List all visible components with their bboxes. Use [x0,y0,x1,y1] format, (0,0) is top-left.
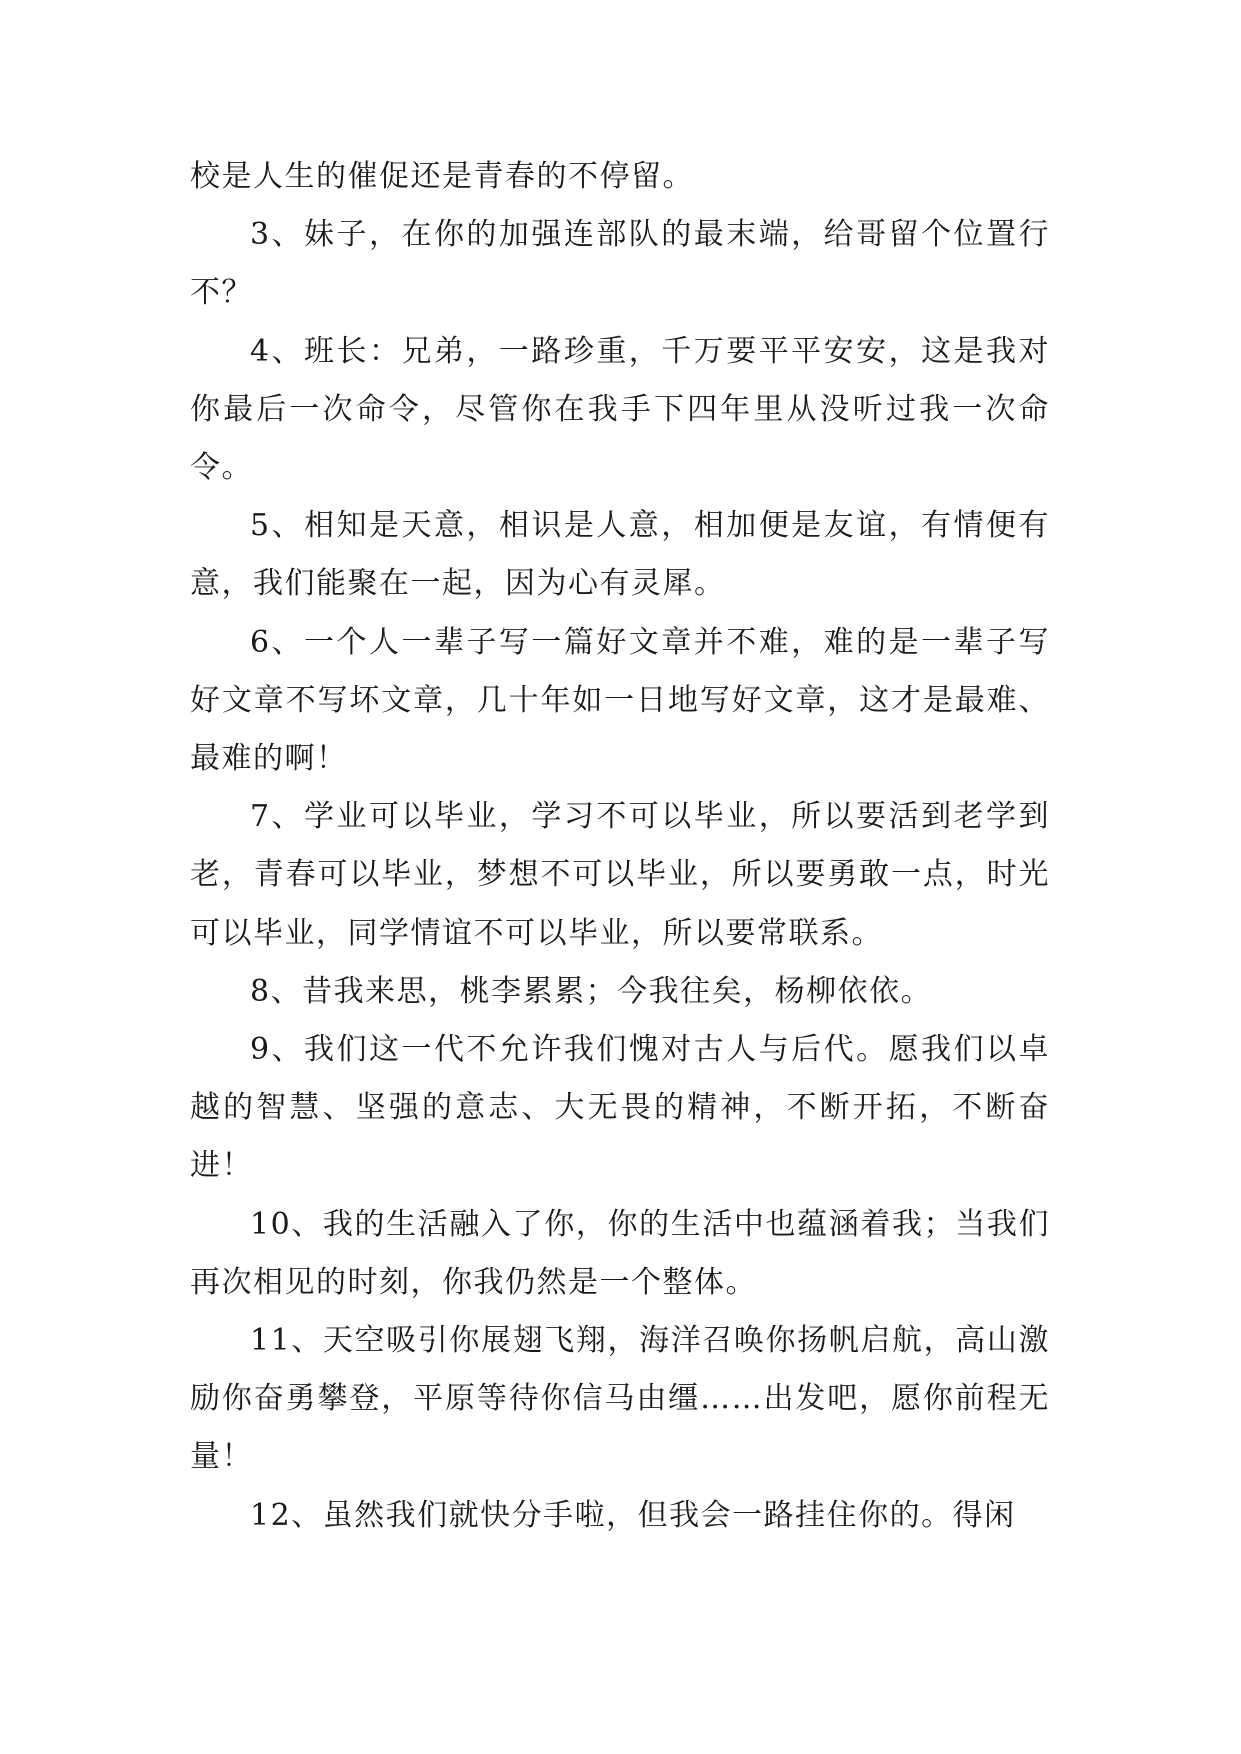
paragraph-item-3: 3、妹子，在你的加强连部队的最末端，给哥留个位置行不？ [190,217,1050,311]
paragraph-item-9: 9、我们这一代不允许我们愧对古人与后代。愿我们以卓越的智慧、坚强的意志、大无畏的精神，不断开拓，不断奋进！ [190,1032,1050,1184]
paragraph-item-12: 12、虽然我们就快分手啦，但我会一路挂住你的。得闲 [250,1497,1016,1533]
paragraph-continued: 校是人生的催促还是青春的不停留。 [190,159,694,194]
paragraph-item-4: 4、班长：兄弟，一路珍重，千万要平平安安，这是我对你最后一次命令，尽管你在我手下四年里从没听过我一次命令。 [190,333,1050,486]
paragraph-item-7: 7、学业可以毕业，学习不可以毕业，所以要活到老学到老，青春可以毕业，梦想不可以毕业，所以要勇敢一点，时光可以毕业，同学情谊不可以毕业，所以要常联系。 [190,799,1050,951]
document-body [190,148,1050,1545]
paragraph-item-11: 11、天空吸引你展翅飞翔，海洋召唤你扬帆启航，高山激励你奋勇攀登，平原等待你信马由缰……出发吧，愿你前程无量！ [190,1323,1050,1475]
paragraph-item-5: 5、相知是天意，相识是人意，相加便是友谊，有情便有意，我们能聚在一起，因为心有灵犀。 [190,508,1050,602]
paragraph-item-8: 8、昔我来思，桃李累累；今我往矣，杨柳依依。 [250,973,933,1009]
paragraph-item-10: 10、我的生活融入了你，你的生活中也蕴涵着我；当我们再次相见的时刻，你我仍然是一个整体。 [190,1206,1050,1300]
paragraph-item-6: 6、一个人一辈子写一篇好文章并不难，难的是一辈子写好文章不写坏文章，几十年如一日地写好文章，这才是最难、最难的啊！ [190,624,1050,777]
